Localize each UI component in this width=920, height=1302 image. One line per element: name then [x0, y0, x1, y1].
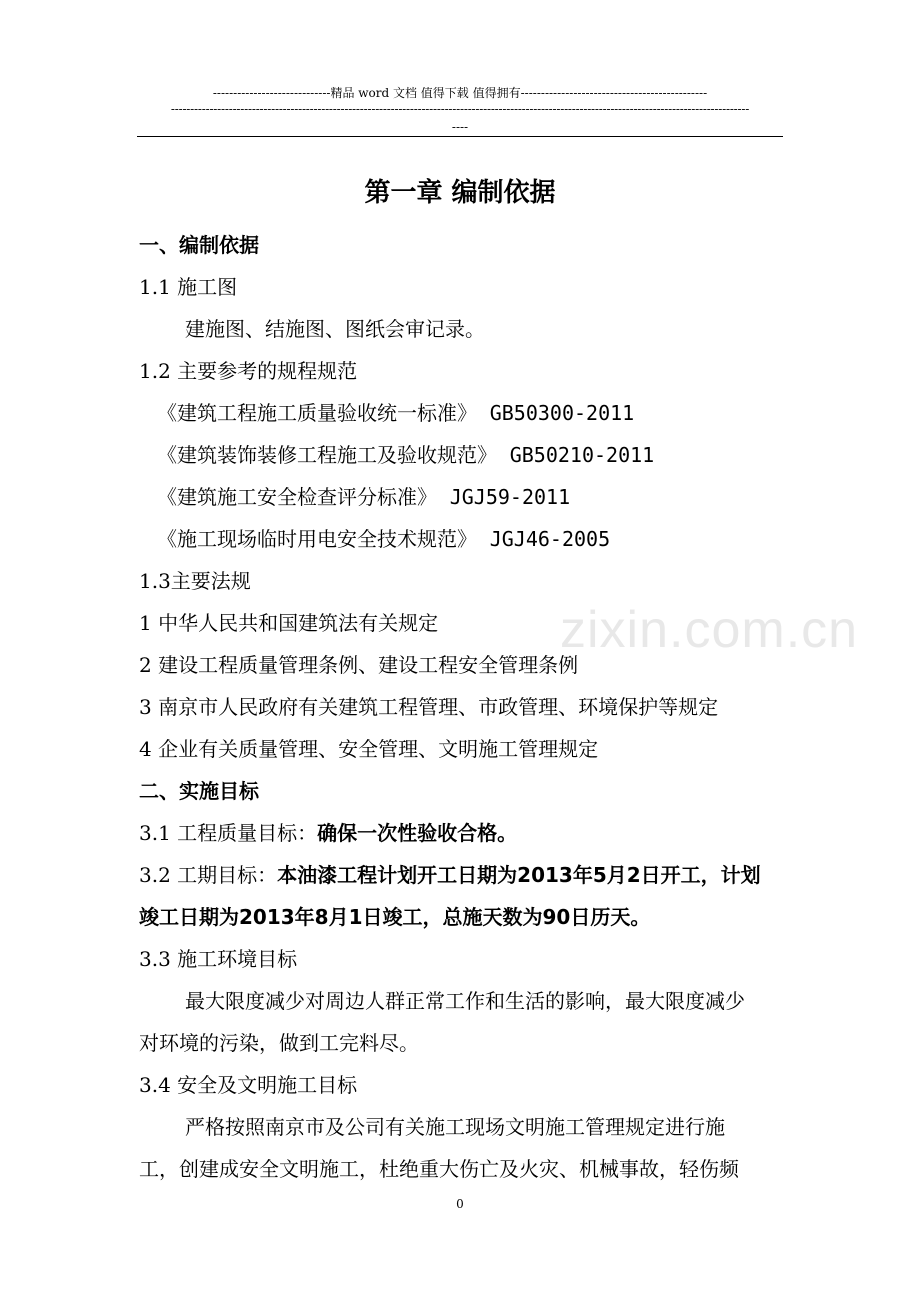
watermark: zixin.com.cn: [560, 601, 859, 659]
reference-item: [157, 523, 610, 552]
goal-quality-label: 3.1 工程质量目标：: [139, 821, 318, 845]
subsection-1-3: 1.3主要法规: [139, 569, 251, 593]
goal-schedule-continued: 竣工日期为2013年8月1日竣工，总施天数为90日历天。: [139, 905, 651, 929]
law-item: 1 中华人民共和国建筑法有关规定: [139, 611, 439, 635]
goal-quality-value: 确保一次性验收合格。: [317, 821, 518, 845]
reference-item: [157, 439, 654, 468]
header-rule: [137, 136, 783, 137]
goal-safety-body: 严格按照南京市及公司有关施工现场文明施工管理规定进行施: [185, 1115, 725, 1139]
law-item: 2 建设工程质量管理条例、建设工程安全管理条例: [139, 653, 579, 677]
goal-safety: 3.4 安全及文明施工目标: [139, 1073, 358, 1097]
subsection-1-2: 1.2 主要参考的规程规范: [139, 359, 358, 383]
header-dash-line: ------------------------------------------------------------------------------------------------------------------------------------------------------: [170, 102, 750, 116]
reference-code: JGJ59-2011: [449, 485, 571, 509]
reference-name: 《建筑工程施工质量验收统一标准》: [157, 401, 477, 425]
reference-code: GB50210-2011: [509, 443, 655, 467]
subsection-1-1: 1.1 施工图: [139, 275, 238, 299]
header-dash-tail: ----: [451, 120, 469, 134]
goal-quality: [139, 817, 517, 846]
reference-name: 《建筑装饰装修工程施工及验收规范》: [157, 443, 497, 467]
reference-code: JGJ46-2005: [489, 527, 611, 551]
goal-environment: 3.3 施工环境目标: [139, 947, 298, 971]
goal-environment-body: 最大限度减少对周边人群正常工作和生活的影响，最大限度减少: [185, 989, 745, 1013]
reference-name: 《施工现场临时用电安全技术规范》: [157, 527, 477, 551]
subsection-1-1-body: 建施图、结施图、图纸会审记录。: [185, 317, 485, 341]
chapter-title: 第一章 编制依据: [364, 178, 556, 208]
section-heading-1: 一、编制依据: [139, 233, 259, 257]
goal-schedule-label: 3.2 工期目标：: [139, 863, 278, 887]
law-item: 3 南京市人民政府有关建筑工程管理、市政管理、环境保护等规定: [139, 695, 719, 719]
goal-environment-body-continued: 对环境的污染，做到工完料尽。: [139, 1031, 419, 1055]
header-banner: -----------------------------精品 word 文档 值得下载 值得拥有----------------------------------------------: [212, 86, 708, 100]
reference-item: [157, 481, 570, 510]
law-item: 4 企业有关质量管理、安全管理、文明施工管理规定: [139, 737, 599, 761]
reference-item: [157, 397, 634, 426]
goal-schedule-value: 本油漆工程计划开工日期为2013年5月2日开工，计划: [277, 863, 761, 887]
goal-schedule: [139, 859, 761, 888]
reference-code: GB50300-2011: [489, 401, 635, 425]
reference-name: 《建筑施工安全检查评分标准》: [157, 485, 437, 509]
goal-safety-body-continued: 工，创建成安全文明施工，杜绝重大伤亡及火灾、机械事故，轻伤频: [139, 1157, 739, 1181]
section-heading-2: 二、实施目标: [139, 779, 259, 803]
page-number: 0: [456, 1197, 464, 1211]
